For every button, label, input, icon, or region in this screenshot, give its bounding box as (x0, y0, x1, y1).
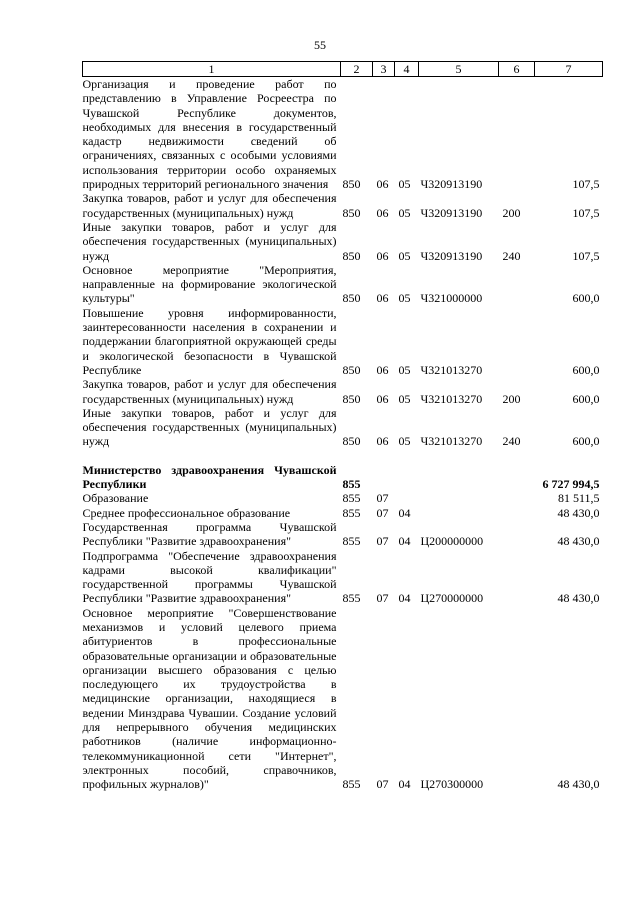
column-header: 2 (341, 62, 373, 77)
cell-gp: 855 (342, 491, 361, 506)
cell-name: Повышение уровня информированности, заинтересованности населения в сохранении и поддержании благоприятной окружающей среды и экологической безопасности в Чувашской Республике (82, 305, 337, 377)
cell-gp: 850 (342, 291, 361, 306)
column-header: 4 (395, 62, 419, 77)
table-row (83, 263, 603, 306)
cell-rz: 07 (376, 534, 389, 549)
cell-pr: 04 (398, 534, 411, 549)
cell-name: Основное мероприятие "Совершенствование механизмов и условий целевого приема абитуриентов в профессиональные образовательные организации и образовательные организации высшего образования с целью последующего их трудоустройства в медицинские организации, находящиеся в ведении Минздрава Чувашии. Создание условий для непрерывного обучения медицинских работников (наличие информационно-телекоммуникационной сети "Интернет", электронных пособий, справочников, профильных журналов)" (82, 605, 337, 792)
cell-sum: 48 430,0 (557, 505, 600, 520)
cell-name: Подпрограмма "Обеспечение здравоохранения кадрами высокой квалификации" государственной программы Чувашской Республики "Развитие здравоохранения" (82, 548, 337, 606)
cell-rz: 06 (376, 362, 389, 377)
cell-gp: 850 (342, 434, 361, 449)
table-header-row (83, 62, 603, 77)
cell-sum: 6 727 994,5 (542, 477, 600, 492)
cell-pr: 05 (398, 205, 411, 220)
cell-csr: Ч320913190 (420, 205, 483, 220)
cell-rz: 07 (376, 491, 389, 506)
table-row (83, 306, 603, 377)
table-row (83, 77, 603, 192)
cell-vr (499, 306, 535, 377)
cell-rz: 06 (376, 291, 389, 306)
cell-vr (499, 77, 535, 192)
cell-vr (499, 263, 535, 306)
cell-csr (419, 463, 499, 492)
cell-vr: 240 (502, 248, 521, 263)
table-row (83, 377, 603, 406)
cell-name: Закупка товаров, работ и услуг для обеспечения государственных (муниципальных) нужд (82, 377, 337, 406)
cell-sum: 107,5 (572, 248, 600, 263)
cell-gp: 850 (342, 362, 361, 377)
cell-vr: 240 (502, 434, 521, 449)
cell-rz: 07 (376, 591, 389, 606)
cell-pr: 05 (398, 291, 411, 306)
table-row (83, 549, 603, 606)
table-row (83, 220, 603, 263)
cell-csr: Ч320913190 (420, 248, 483, 263)
cell-gp: 850 (342, 248, 361, 263)
cell-csr: Ч321000000 (420, 291, 483, 306)
cell-gp: 855 (342, 477, 361, 492)
cell-sum: 81 511,5 (557, 491, 600, 506)
table-row (83, 191, 603, 220)
cell-vr: 200 (502, 205, 521, 220)
cell-pr (395, 463, 419, 492)
cell-vr (499, 506, 535, 520)
cell-gp: 855 (342, 505, 361, 520)
cell-csr: Ц200000000 (420, 534, 484, 549)
cell-name: Иные закупки товаров, работ и услуг для обеспечения государственных (муниципальных) нужд (82, 405, 337, 449)
cell-rz: 06 (376, 391, 389, 406)
cell-pr: 05 (398, 177, 411, 192)
cell-sum: 48 430,0 (557, 591, 600, 606)
cell-gp: 850 (342, 205, 361, 220)
column-header: 6 (499, 62, 535, 77)
cell-csr: Ч320913190 (420, 177, 483, 192)
cell-name: Закупка товаров, работ и услуг для обеспечения государственных (муниципальных) нужд (82, 191, 337, 220)
cell-pr (395, 491, 419, 505)
cell-name: Министерство здравоохранения Чувашской Республики (82, 462, 337, 492)
cell-pr: 05 (398, 391, 411, 406)
cell-name: Основное мероприятие "Мероприятия, направленные на формирование экологической культуры" (82, 262, 337, 306)
table-row (83, 491, 603, 505)
cell-sum: 600,0 (572, 291, 600, 306)
cell-pr: 04 (398, 777, 411, 792)
cell-csr (419, 491, 499, 505)
cell-pr: 05 (398, 362, 411, 377)
table-body (83, 77, 603, 792)
cell-name: Организация и проведение работ по представлению в Управление Росреестра по Чувашской Республике документов, необходимых для внесения в государственный кадастр недвижимости сведений об ограничениях, связанных с особыми условиями использования территории особо охраняемых природных территорий регионального значения (82, 77, 337, 192)
cell-sum: 600,0 (572, 391, 600, 406)
spacer-row (83, 449, 603, 463)
cell-csr: Ч321013270 (420, 434, 483, 449)
cell-gp: 850 (342, 177, 361, 192)
table-row (83, 506, 603, 520)
cell-sum: 107,5 (572, 205, 600, 220)
cell-csr: Ч321013270 (420, 362, 483, 377)
cell-sum: 107,5 (572, 177, 600, 192)
cell-pr: 05 (398, 434, 411, 449)
column-header: 7 (535, 62, 603, 77)
cell-csr: Ц270000000 (420, 591, 484, 606)
cell-vr (499, 549, 535, 606)
cell-rz: 06 (376, 177, 389, 192)
cell-csr: Ц270300000 (420, 777, 484, 792)
cell-vr (499, 463, 535, 492)
cell-vr (499, 491, 535, 505)
cell-name: Государственная программа Чувашской Республики "Развитие здравоохранения" (82, 519, 337, 549)
cell-sum: 48 430,0 (557, 534, 600, 549)
column-header: 5 (419, 62, 499, 77)
table-row (83, 406, 603, 449)
cell-pr: 05 (398, 248, 411, 263)
table-row (83, 463, 603, 492)
cell-pr: 04 (398, 591, 411, 606)
cell-gp: 855 (342, 591, 361, 606)
table-row (83, 606, 603, 792)
column-header: 3 (373, 62, 395, 77)
cell-rz: 07 (376, 505, 389, 520)
cell-sum: 600,0 (572, 434, 600, 449)
cell-vr (499, 520, 535, 549)
cell-sum: 600,0 (572, 362, 600, 377)
page-number: 55 (314, 38, 326, 52)
cell-vr (499, 606, 535, 792)
cell-csr: Ч321013270 (420, 391, 483, 406)
cell-name: Образование (82, 491, 149, 506)
cell-rz: 07 (376, 777, 389, 792)
cell-rz: 06 (376, 205, 389, 220)
table-row (83, 520, 603, 549)
spacer-cell (83, 449, 603, 463)
column-header: 1 (83, 62, 341, 77)
cell-gp: 855 (342, 534, 361, 549)
cell-name: Иные закупки товаров, работ и услуг для обеспечения государственных (муниципальных) нужд (82, 219, 337, 263)
cell-pr: 04 (398, 505, 411, 520)
cell-name: Среднее профессиональное образование (82, 505, 291, 520)
cell-rz: 06 (376, 248, 389, 263)
cell-rz: 06 (376, 434, 389, 449)
cell-gp: 850 (342, 391, 361, 406)
cell-csr (419, 506, 499, 520)
cell-sum: 48 430,0 (557, 777, 600, 792)
budget-table (82, 61, 603, 792)
cell-rz (373, 463, 395, 492)
cell-gp: 855 (342, 777, 361, 792)
cell-vr: 200 (502, 391, 521, 406)
